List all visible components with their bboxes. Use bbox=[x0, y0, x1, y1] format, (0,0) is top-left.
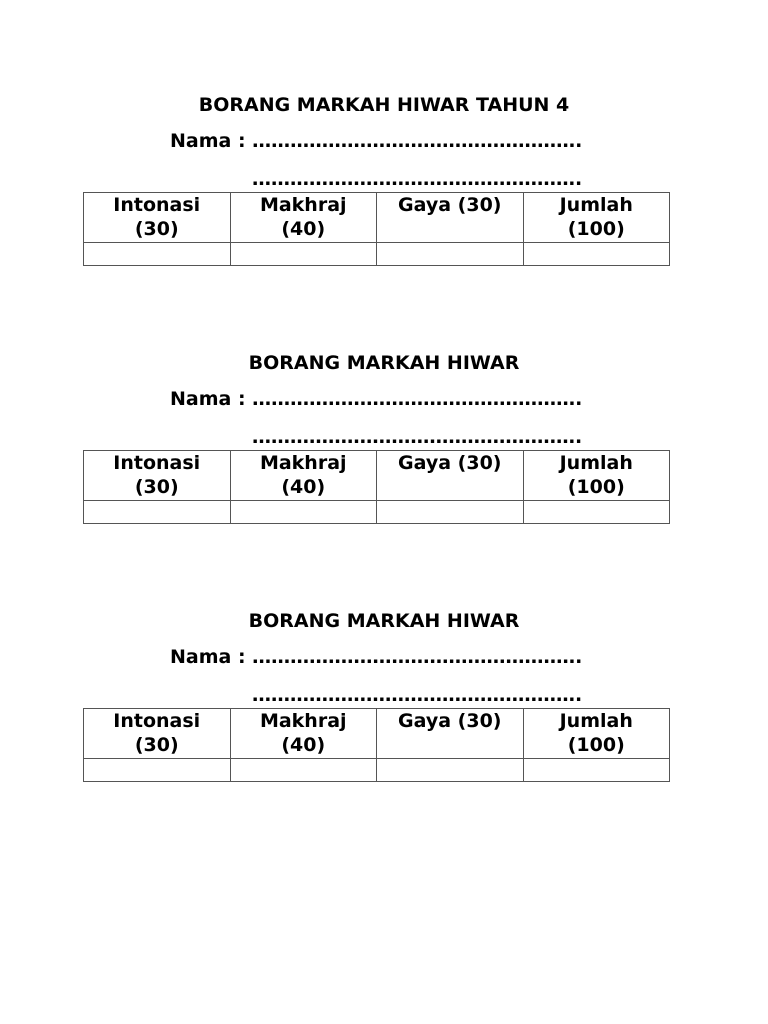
header-makhraj: Makhraj (40) bbox=[230, 709, 377, 759]
header-gaya: Gaya (30) bbox=[377, 451, 524, 501]
header-intonasi: Intonasi (30) bbox=[84, 709, 231, 759]
header-gaya: Gaya (30) bbox=[377, 193, 524, 243]
header-intonasi: Intonasi (30) bbox=[84, 193, 231, 243]
score-table bbox=[83, 708, 670, 782]
score-cell-intonasi[interactable] bbox=[84, 501, 231, 524]
score-table bbox=[83, 450, 670, 524]
score-table bbox=[83, 192, 670, 266]
name-blank[interactable]: ……………………………………………. bbox=[252, 646, 583, 668]
table-row bbox=[84, 759, 670, 782]
second-blank-line[interactable]: ……………………………………………. bbox=[252, 426, 583, 448]
header-jumlah: Jumlah (100) bbox=[523, 193, 670, 243]
score-cell-makhraj[interactable] bbox=[230, 243, 377, 266]
table-row bbox=[84, 501, 670, 524]
header-intonasi: Intonasi (30) bbox=[84, 451, 231, 501]
second-blank-line[interactable]: ……………………………………………. bbox=[252, 168, 583, 190]
score-cell-jumlah[interactable] bbox=[523, 759, 670, 782]
name-line bbox=[170, 646, 582, 668]
score-cell-jumlah[interactable] bbox=[523, 501, 670, 524]
score-cell-intonasi[interactable] bbox=[84, 243, 231, 266]
name-blank[interactable]: ……………………………………………. bbox=[252, 130, 583, 152]
score-cell-gaya[interactable] bbox=[377, 501, 524, 524]
name-label: Nama : bbox=[170, 646, 253, 668]
name-line bbox=[170, 388, 582, 410]
name-label: Nama : bbox=[170, 130, 253, 152]
name-blank[interactable]: ……………………………………………. bbox=[252, 388, 583, 410]
score-cell-gaya[interactable] bbox=[377, 243, 524, 266]
score-cell-jumlah[interactable] bbox=[523, 243, 670, 266]
table-header-row bbox=[84, 451, 670, 501]
table-header-row bbox=[84, 709, 670, 759]
table-header-row bbox=[84, 193, 670, 243]
header-jumlah: Jumlah (100) bbox=[523, 709, 670, 759]
header-makhraj: Makhraj (40) bbox=[230, 193, 377, 243]
form-title: BORANG MARKAH HIWAR bbox=[248, 610, 520, 632]
header-makhraj: Makhraj (40) bbox=[230, 451, 377, 501]
score-cell-gaya[interactable] bbox=[377, 759, 524, 782]
form-title: BORANG MARKAH HIWAR TAHUN 4 bbox=[198, 94, 570, 116]
header-jumlah: Jumlah (100) bbox=[523, 451, 670, 501]
name-line bbox=[170, 130, 582, 152]
table-row bbox=[84, 243, 670, 266]
header-gaya: Gaya (30) bbox=[377, 709, 524, 759]
score-cell-makhraj[interactable] bbox=[230, 501, 377, 524]
form-title: BORANG MARKAH HIWAR bbox=[248, 352, 520, 374]
score-cell-makhraj[interactable] bbox=[230, 759, 377, 782]
name-label: Nama : bbox=[170, 388, 253, 410]
second-blank-line[interactable]: ……………………………………………. bbox=[252, 684, 583, 706]
score-cell-intonasi[interactable] bbox=[84, 759, 231, 782]
